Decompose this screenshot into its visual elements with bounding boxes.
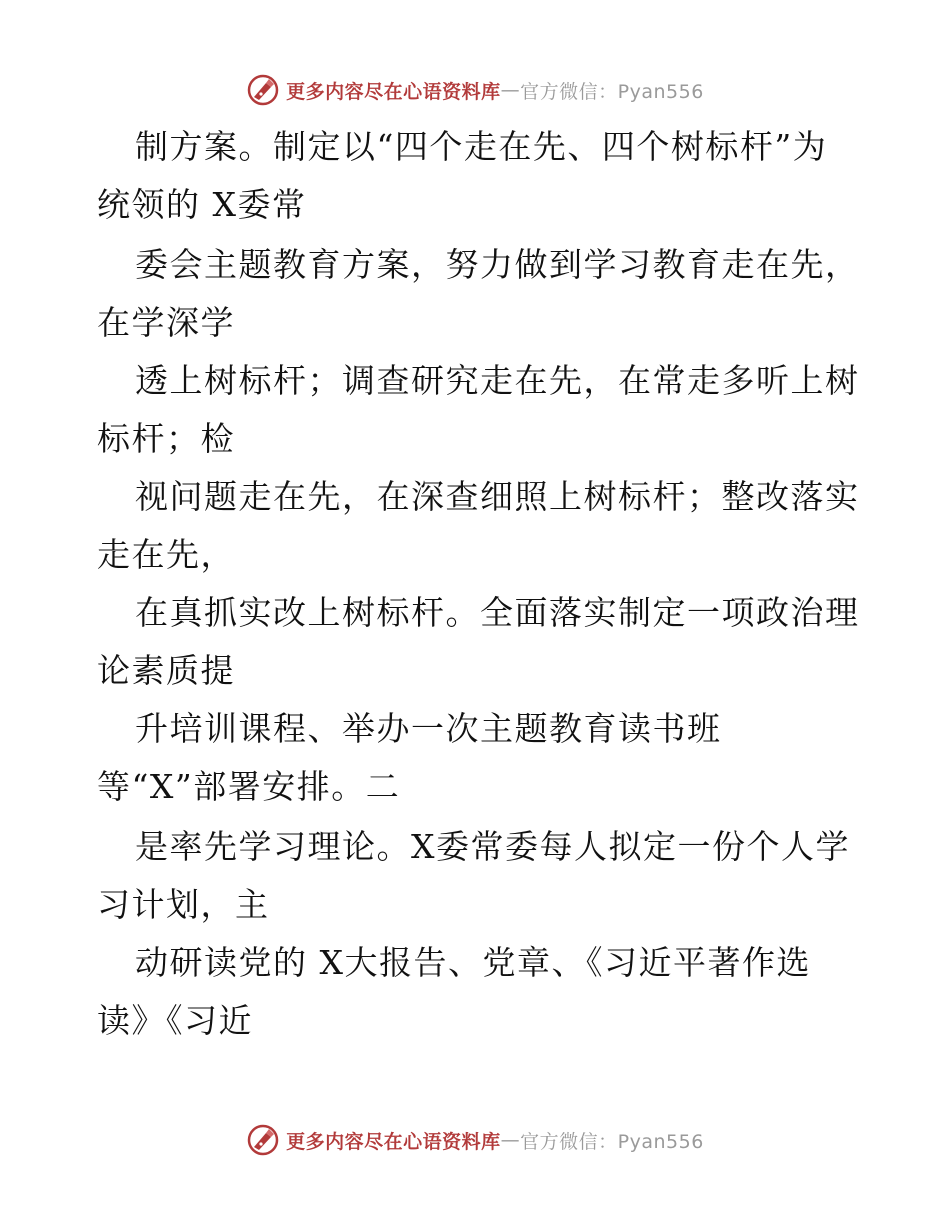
body-line-14: 习计划，主 [97,885,270,924]
body-line-9: 在真抓实改上树标杆。全面落实制定一项政治理 [135,593,860,632]
header-banner [0,70,950,110]
body-line-8: 走在先， [97,535,235,574]
header-separator: — [500,79,521,101]
header-site-text: 更多内容尽在心语资料库 [286,80,501,103]
footer-site-text: 更多内容尽在心语资料库 [286,1130,501,1153]
body-line-12: 等“X”部署安排。二 [97,767,401,806]
body-line-5: 透上树标杆；调查研究走在先，在常走多听上树 [135,361,860,400]
body-line-3: 委会主题教育方案，努力做到学习教育走在先， [135,245,860,284]
footer-wechat: 官方微信：Pyan556 [520,1130,704,1153]
body-line-11: 升培训课程、举办一次主题教育读书班 [135,709,722,748]
footer-banner [0,1120,950,1160]
header-wechat: 官方微信：Pyan556 [520,80,704,103]
body-line-10: 论素质提 [97,651,235,690]
body-line-4: 在学深学 [97,303,235,342]
body-line-6: 标杆；检 [97,419,235,458]
footer-separator: — [500,1129,521,1151]
body-line-13: 是率先学习理论。X委常委每人拟定一份个人学 [135,827,850,866]
pen-nib-logo-icon [246,73,280,107]
body-line-16: 读》《习近 [97,1001,253,1040]
body-line-2: 统领的 X委常 [97,185,307,224]
body-line-7: 视问题走在先，在深查细照上树标杆；整改落实 [135,477,860,516]
body-line-15: 动研读党的 X大报告、党章、《习近平著作选 [135,943,811,982]
body-line-1: 制方案。制定以“四个走在先、四个树标杆”为 [135,127,828,166]
pen-nib-logo-icon [246,1123,280,1157]
